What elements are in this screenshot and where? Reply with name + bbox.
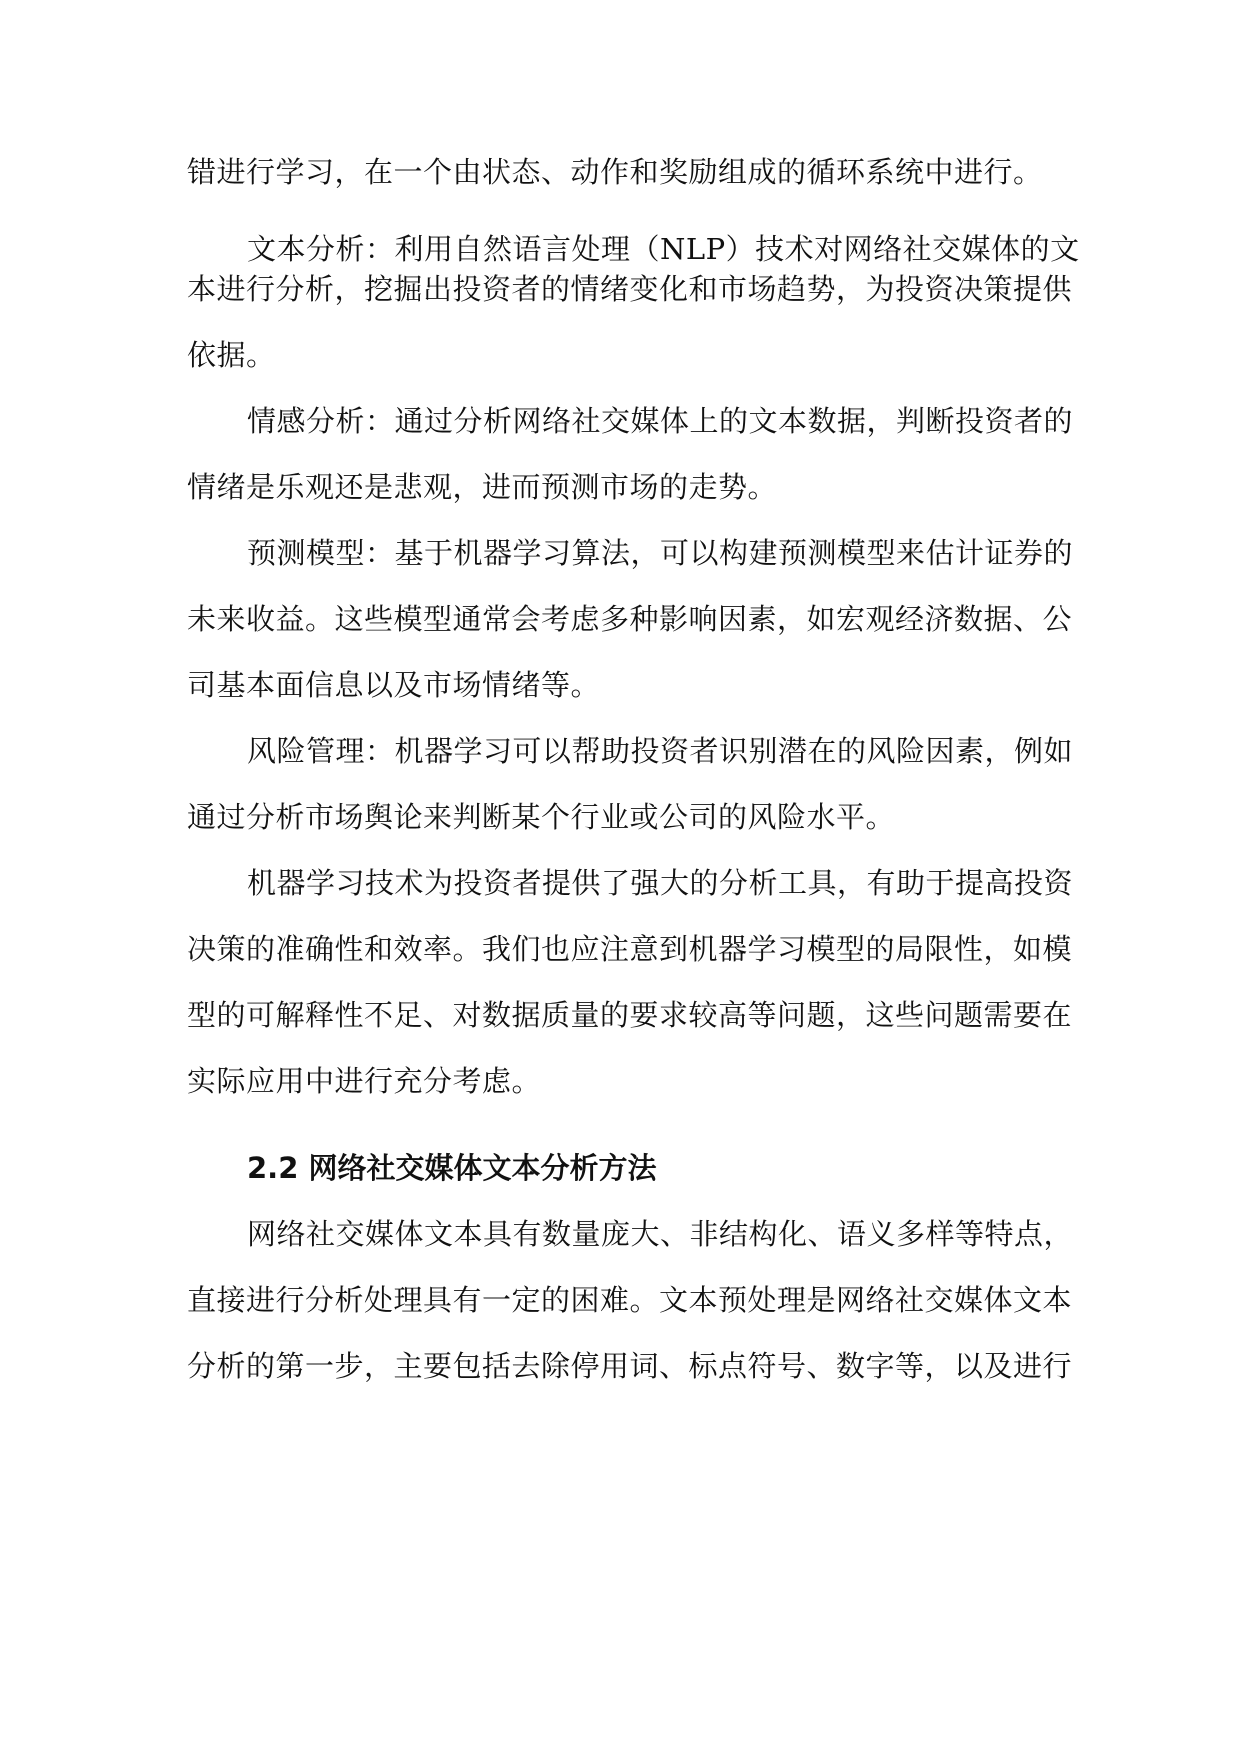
paragraph-line: 网络社交媒体文本具有数量庞大、非结构化、语义多样等特点，	[247, 1217, 1074, 1251]
paragraph-line: 情绪是乐观还是悲观，进而预测市场的走势。	[187, 470, 778, 504]
paragraph-line: 风险管理：机器学习可以帮助投资者识别潜在的风险因素，例如	[247, 734, 1074, 768]
section-heading: 2.2 网络社交媒体文本分析方法	[247, 1151, 657, 1185]
paragraph-line: 机器学习技术为投资者提供了强大的分析工具，有助于提高投资	[247, 866, 1074, 900]
paragraph-line: 预测模型：基于机器学习算法，可以构建预测模型来估计证券的	[247, 536, 1074, 570]
paragraph-line: 通过分析市场舆论来判断某个行业或公司的风险水平。	[187, 800, 896, 834]
paragraph-line: 决策的准确性和效率。我们也应注意到机器学习模型的局限性，如模	[187, 932, 1073, 966]
paragraph-line: 型的可解释性不足、对数据质量的要求较高等问题，这些问题需要在	[187, 998, 1073, 1032]
paragraph-line: 情感分析：通过分析网络社交媒体上的文本数据，判断投资者的	[247, 404, 1074, 438]
paragraph-line: 本进行分析，挖掘出投资者的情绪变化和市场趋势，为投资决策提供	[187, 272, 1073, 306]
paragraph-line: 直接进行分析处理具有一定的困难。文本预处理是网络社交媒体文本	[187, 1283, 1073, 1317]
paragraph-line: 司基本面信息以及市场情绪等。	[187, 668, 601, 702]
paragraph-line: 实际应用中进行充分考虑。	[187, 1064, 542, 1098]
paragraph-line: 分析的第一步，主要包括去除停用词、标点符号、数字等，以及进行	[187, 1349, 1073, 1383]
paragraph-line: 未来收益。这些模型通常会考虑多种影响因素，如宏观经济数据、公	[187, 602, 1073, 636]
paragraph-line: 文本分析：利用自然语言处理（NLP）技术对网络社交媒体的文	[247, 232, 1080, 266]
paragraph-line: 错进行学习，在一个由状态、动作和奖励组成的循环系统中进行。	[187, 155, 1043, 189]
paragraph-line: 依据。	[187, 338, 276, 372]
